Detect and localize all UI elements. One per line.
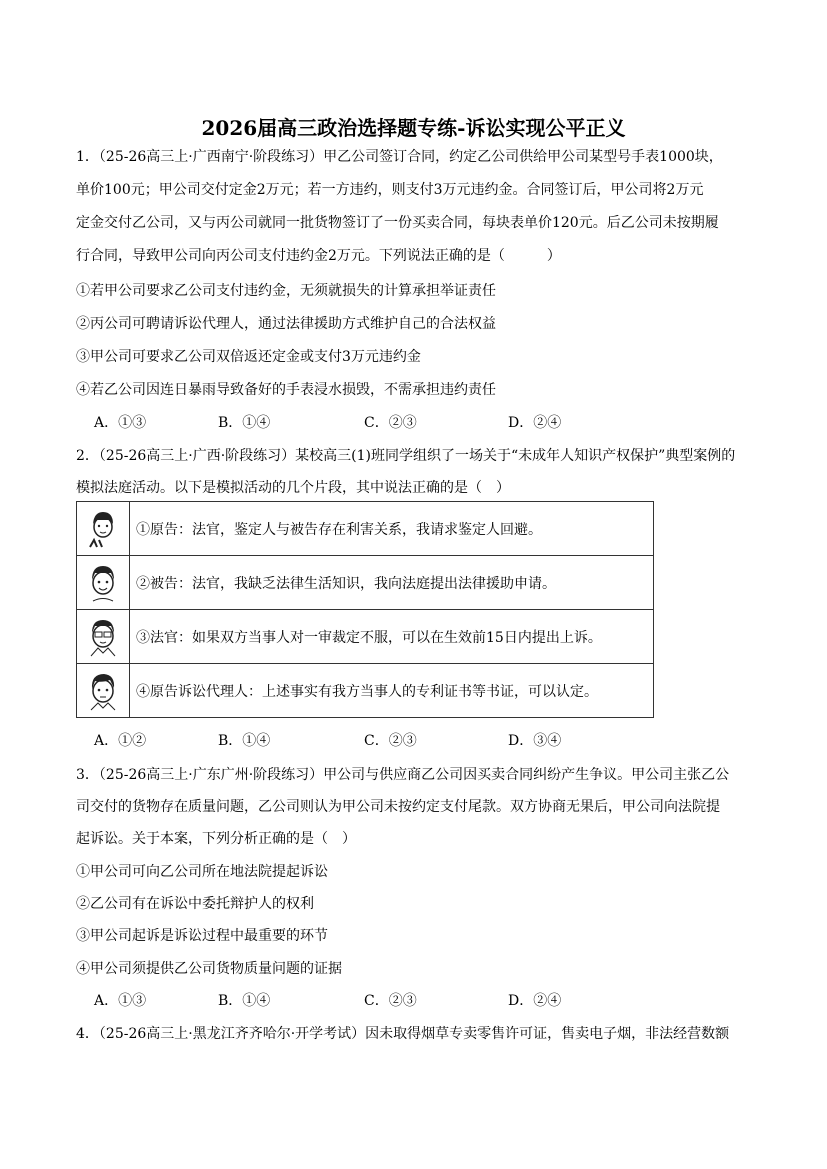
table-row bbox=[77, 502, 654, 556]
q1-stem-line: 行合同，导致甲公司向丙公司支付违约金2万元。下列说法正确的是（ ） bbox=[76, 248, 561, 264]
q3-stem-line: 起诉讼。关于本案，下列分析正确的是（ ） bbox=[76, 831, 356, 847]
q3-statement: ①甲公司可向乙公司所在地法院提起诉讼 bbox=[76, 864, 328, 880]
q3-statement: ③甲公司起诉是诉讼过程中最重要的环节 bbox=[76, 928, 328, 944]
q1-statement: ①若甲公司要求乙公司支付违约金，无须就损失的计算承担举证责任 bbox=[76, 283, 496, 299]
q2-option-a: A．①② bbox=[94, 733, 147, 749]
table-cell: ②被告：法官，我缺乏法律生活知识，我向法庭提出法律援助申请。 bbox=[130, 556, 654, 610]
q3-statement: ④甲公司须提供乙公司货物质量问题的证据 bbox=[76, 961, 342, 977]
q2-stem-line: 2．（25-26高三上·广西·阶段练习）某校高三(1)班同学组织了一场关于“未成年人知识产权保护”典型案例的 bbox=[76, 448, 736, 464]
table-row bbox=[77, 556, 654, 610]
q1-option-b: B．①④ bbox=[218, 415, 271, 431]
q2-option-d: D．③④ bbox=[508, 733, 562, 749]
q1-statement: ④若乙公司因连日暴雨导致备好的手表浸水损毁，不需承担违约责任 bbox=[76, 382, 496, 398]
q1-statement: ③甲公司可要求乙公司双倍返还定金或支付3万元违约金 bbox=[76, 349, 421, 365]
plaintiff-avatar-icon bbox=[77, 502, 130, 556]
q2-option-b: B．①④ bbox=[218, 733, 271, 749]
mock-court-table bbox=[76, 501, 654, 718]
q3-option-a: A．①③ bbox=[94, 993, 147, 1009]
q1-statement: ②丙公司可聘请诉讼代理人，通过法律援助方式维护自己的合法权益 bbox=[76, 316, 496, 332]
q1-option-c: C．②③ bbox=[364, 415, 417, 431]
table-cell: ①原告：法官，鉴定人与被告存在利害关系，我请求鉴定人回避。 bbox=[130, 502, 654, 556]
q1-option-d: D．②④ bbox=[508, 415, 562, 431]
q3-option-b: B．①④ bbox=[218, 993, 271, 1009]
q1-option-a: A．①③ bbox=[94, 415, 147, 431]
table-row bbox=[77, 664, 654, 718]
q3-stem-line: 3．（25-26高三上·广东广州·阶段练习）甲公司与供应商乙公司因买卖合同纠纷产生争议。甲公司主张乙公 bbox=[76, 767, 730, 783]
q1-stem-line: 单价100元；甲公司交付定金2万元；若一方违约，则支付3万元违约金。合同签订后，甲公司将2万元 bbox=[76, 182, 704, 198]
q3-statement: ②乙公司有在诉讼中委托辩护人的权利 bbox=[76, 896, 314, 912]
table-cell: ④原告诉讼代理人：上述事实有我方当事人的专利证书等书证，可以认定。 bbox=[130, 664, 654, 718]
q1-stem-line: 定金交付乙公司，又与丙公司就同一批货物签订了一份买卖合同，每块表单价120元。后乙公司未按期履 bbox=[76, 215, 719, 231]
q3-stem-line: 司交付的货物存在质量问题，乙公司则认为甲公司未按约定支付尾款。双方协商无果后，甲公司向法院提 bbox=[76, 799, 720, 815]
defendant-avatar-icon bbox=[77, 556, 130, 610]
q4-stem-line: 4．（25-26高三上·黑龙江齐齐哈尔·开学考试）因未取得烟草专卖零售许可证，售卖电子烟，非法经营数额 bbox=[76, 1026, 730, 1042]
q2-option-c: C．②③ bbox=[364, 733, 417, 749]
page-title: 2026届高三政治选择题专练-诉讼实现公平正义 bbox=[201, 116, 626, 140]
q3-option-d: D．②④ bbox=[508, 993, 562, 1009]
table-cell: ③法官：如果双方当事人对一审裁定不服，可以在生效前15日内提出上诉。 bbox=[130, 610, 654, 664]
agent-avatar-icon bbox=[77, 664, 130, 718]
q3-option-c: C．②③ bbox=[364, 993, 417, 1009]
q2-stem-line: 模拟法庭活动。以下是模拟活动的几个片段，其中说法正确的是（ ） bbox=[76, 480, 510, 496]
judge-avatar-icon bbox=[77, 610, 130, 664]
table-row bbox=[77, 610, 654, 664]
q1-stem-line: 1．（25-26高三上·广西南宁·阶段练习）甲乙公司签订合同，约定乙公司供给甲公司某型号手表1000块， bbox=[76, 149, 723, 165]
